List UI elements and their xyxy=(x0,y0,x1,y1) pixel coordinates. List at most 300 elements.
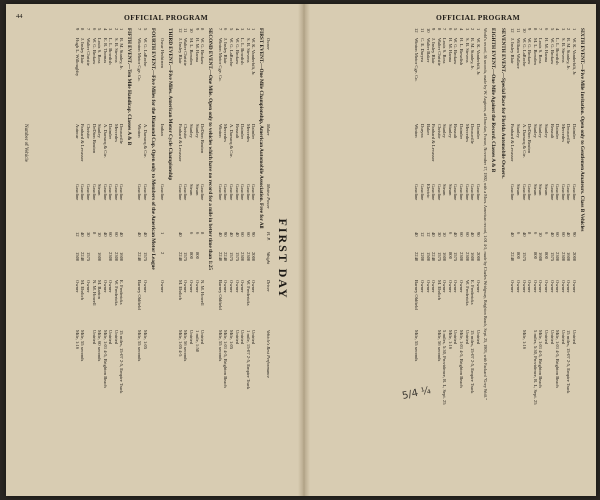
table-cell: Gasoline xyxy=(80,184,86,201)
table-cell: Owner xyxy=(425,280,431,293)
table-cell xyxy=(566,266,572,280)
table-cell: 8 xyxy=(436,28,442,31)
table-cell xyxy=(510,266,516,280)
table-cell: Daimler xyxy=(572,124,577,140)
table-cell: Mercedes xyxy=(464,124,470,142)
event-title: SECOND EVENT.—One Mile. Open only to vehicles which have no record for a mile in better time than 1:25 xyxy=(207,28,214,270)
table-cell: 7 xyxy=(217,28,223,31)
table-row xyxy=(234,28,240,490)
table-cell: Owner xyxy=(516,280,522,293)
table-cell: 40 xyxy=(510,232,516,237)
table-cell: Steam xyxy=(97,184,103,196)
table-cell: Walter Christie xyxy=(183,38,189,66)
table-cell: Gasoline xyxy=(240,184,246,201)
table-cell: Owner xyxy=(560,280,566,293)
table-cell: Mile, 1:01 4-5, Brighton Beach xyxy=(102,330,108,388)
table-cell: W. K. Vanderbilt, Jr. xyxy=(475,38,481,76)
table-cell: L. L. Bowdish xyxy=(240,38,246,65)
right-page-content xyxy=(318,28,586,490)
table-cell: Steam xyxy=(532,184,538,196)
table-cell: 30 xyxy=(436,232,442,237)
table-cell: Gasoline xyxy=(142,184,148,201)
table-cell: 800 xyxy=(532,252,538,259)
table-cell xyxy=(240,266,246,280)
table-row xyxy=(527,28,533,490)
table-cell xyxy=(102,252,108,266)
table-cell: M. L. Bowden xyxy=(189,38,195,65)
table-cell: 40 xyxy=(102,232,108,237)
table-cell: 2240 xyxy=(223,252,229,262)
table-cell: 9 xyxy=(527,28,533,31)
table-cell: 8 xyxy=(200,232,206,235)
table-cell: Mile, 1:05 xyxy=(229,330,235,350)
table-cell: 2 xyxy=(566,28,572,31)
table-cell: 1500 xyxy=(425,252,431,262)
table-row xyxy=(113,28,119,490)
table-cell: Gasoline xyxy=(74,184,80,201)
table-cell: Gasoline xyxy=(177,184,183,201)
table-cell: 6 xyxy=(447,28,453,31)
table-cell xyxy=(223,266,229,280)
table-cell: 1600 xyxy=(97,252,103,262)
table-cell: Owner xyxy=(234,280,240,293)
table-cell: Steam xyxy=(189,184,195,196)
table-cell: Gasoline xyxy=(521,184,527,201)
table-cell: 2 xyxy=(470,28,476,31)
table-cell: Gasoline xyxy=(453,184,459,201)
table-cell: H. M. Hanna xyxy=(447,38,453,62)
event-block xyxy=(177,28,213,490)
column-headers-left xyxy=(265,28,271,490)
table-cell: M. Ehrlich xyxy=(436,280,442,300)
table-cell: 8 xyxy=(80,28,86,31)
table-row xyxy=(251,28,257,490)
table-cell: 9 xyxy=(74,28,80,31)
table-cell: W. G. Brokaw xyxy=(527,38,533,65)
table-cell: 1 mile, 15-07 2-5, Empire Track xyxy=(245,330,251,390)
table-row xyxy=(470,28,476,490)
table-cell: Renault xyxy=(234,124,240,139)
table-cell: 800 xyxy=(447,252,453,259)
table-cell: Owner xyxy=(183,280,189,293)
table-cell: 2240 xyxy=(510,252,516,262)
table-cell: W. Fredericks xyxy=(113,280,119,306)
table-row xyxy=(442,28,448,490)
table-cell: Owner xyxy=(85,280,91,293)
table-cell: 8 xyxy=(200,28,206,31)
table-cell: Gasoline xyxy=(119,184,125,201)
table-row xyxy=(194,28,200,490)
table-cell xyxy=(177,266,183,280)
table-cell: 2 xyxy=(160,252,166,255)
table-cell: 11 xyxy=(419,28,425,33)
table-row xyxy=(436,28,442,490)
column-header: Weight xyxy=(266,252,271,265)
table-cell: 4 xyxy=(234,28,240,31)
table-cell: Barney Oldfield xyxy=(137,280,143,310)
table-cell xyxy=(160,28,166,38)
table-cell: Stanley xyxy=(447,124,453,138)
table-cell: A. Darracq & Cie. xyxy=(521,124,527,158)
table-cell xyxy=(431,266,437,280)
table-cell: Gasoline xyxy=(419,184,425,201)
table-cell: 40 xyxy=(566,232,572,237)
table-cell: 10 xyxy=(442,232,448,237)
table-cell: Gasoline xyxy=(527,184,533,201)
table-cell: Christie xyxy=(85,124,91,139)
table-cell: Winton Motor Cge. Co. xyxy=(217,38,223,82)
table-cell: Untried xyxy=(453,330,459,345)
table-cell: Owner xyxy=(223,280,229,293)
table-cell: 2300 xyxy=(108,252,114,262)
column-header: Driver xyxy=(266,280,271,292)
table-cell: M. Ehrlich xyxy=(177,280,183,300)
table-cell xyxy=(515,330,521,490)
table-cell: W. G. Brokaw xyxy=(549,38,555,65)
table-cell: 6 xyxy=(544,28,550,31)
table-cell: 7 xyxy=(538,28,544,31)
column-header: Vehicle's Best Performance xyxy=(266,330,271,379)
event-title: SEVENTH EVENT.—Special Race for Florida Automobile Owners. xyxy=(499,28,506,179)
table-row xyxy=(475,28,481,490)
table-cell: 1600 xyxy=(470,252,476,262)
table-cell xyxy=(97,266,103,280)
table-cell: 6 xyxy=(194,232,200,235)
table-cell: W. G. LaRoche xyxy=(521,38,527,67)
table-cell xyxy=(414,266,420,280)
table-cell: R. M. Stanley, Jr. xyxy=(119,38,125,70)
table-cell: 2300 xyxy=(113,252,119,262)
table-cell: 800 xyxy=(544,252,550,259)
table-cell: 2300 xyxy=(245,252,251,262)
table-cell xyxy=(183,266,189,280)
table-cell: Walter Christie xyxy=(85,38,91,66)
table-cell: 5 xyxy=(97,28,103,31)
table-cell: 2000 xyxy=(475,252,481,262)
table-cell: 40 xyxy=(177,232,183,237)
table-cell: Untried xyxy=(251,330,257,345)
table-cell: 1575 xyxy=(521,252,527,262)
table-cell: Gasoline xyxy=(223,184,229,201)
table-cell: 40 xyxy=(453,232,459,237)
table-row xyxy=(245,28,251,490)
table-cell: 5 xyxy=(229,28,235,31)
table-cell: Owner xyxy=(459,280,465,293)
table-cell: Owner xyxy=(102,280,108,293)
table-cell: Gasoline xyxy=(510,184,516,201)
table-cell: William Wallace xyxy=(516,38,522,69)
table-cell: 40 xyxy=(137,232,143,237)
table-cell: W. Fredericks xyxy=(245,280,251,306)
table-cell: 1575 xyxy=(85,252,91,262)
table-cell: Stanley xyxy=(189,124,195,138)
table-cell xyxy=(453,266,459,280)
table-cell: Daimler xyxy=(475,124,481,140)
table-row xyxy=(532,28,538,490)
table-cell: 12 xyxy=(74,232,80,237)
table-cell: 3 xyxy=(240,28,246,31)
table-cell: Walter Baker xyxy=(425,38,431,63)
table-cell: Barney Oldfield xyxy=(414,280,420,310)
table-cell: 90 xyxy=(251,232,257,237)
table-cell: 60 xyxy=(113,232,119,237)
table-cell: 10 xyxy=(97,232,103,237)
left-page-content xyxy=(20,28,290,490)
table-cell: A. Darracq & Cie. xyxy=(102,124,108,158)
table-cell: Mile, 56 seconds xyxy=(183,330,189,362)
table-cell: R. M. Stanley, Jr. xyxy=(470,38,476,70)
table-cell: Owner xyxy=(544,280,550,293)
table-cell: 2300 xyxy=(560,252,566,262)
table-cell: Gasoline xyxy=(464,184,470,201)
table-cell xyxy=(442,266,448,280)
table-cell: E. Fredericks xyxy=(119,280,125,305)
table-cell: Gasoline xyxy=(160,184,166,201)
table-cell: M. Ehrlich xyxy=(80,280,86,300)
table-cell: 1600 xyxy=(566,252,572,262)
table-cell: W. G. LaRoche xyxy=(229,38,235,67)
table-cell: 40 xyxy=(234,232,240,237)
table-cell: 90 xyxy=(572,232,577,237)
table-cell: 800 xyxy=(189,252,195,259)
table-cell: Owner xyxy=(74,280,80,293)
table-cell: 10 xyxy=(521,28,527,33)
table-cell: Stanley xyxy=(442,124,448,138)
table-cell: Stanley xyxy=(532,124,538,138)
table-cell: Winton xyxy=(217,124,223,138)
table-cell: Untried xyxy=(113,330,119,345)
table-cell: 40 xyxy=(549,232,555,237)
table-cell: 800 xyxy=(194,252,200,259)
table-row xyxy=(177,28,183,490)
table-cell: Owner xyxy=(572,280,577,293)
table-cell: Untried xyxy=(200,330,206,345)
event-block xyxy=(500,28,506,490)
table-row xyxy=(425,28,431,490)
column-header: H. P. xyxy=(266,232,271,241)
table-cell: 6 xyxy=(91,28,97,31)
left-events xyxy=(74,28,264,490)
table-cell: 6 xyxy=(532,232,538,235)
table-cell xyxy=(119,266,125,280)
table-cell: Winton Motor Cge. Co. xyxy=(137,38,143,82)
table-cell: Gasoline xyxy=(137,184,143,201)
table-cell: 10 xyxy=(189,28,195,33)
table-cell: Indian xyxy=(160,124,166,136)
table-cell: Untried xyxy=(544,330,550,345)
table-cell xyxy=(113,266,119,280)
table-cell: Gasoline xyxy=(229,184,235,201)
table-cell: Renault xyxy=(453,124,459,139)
table-row xyxy=(543,28,549,490)
book-gutter xyxy=(298,4,310,496)
right-events xyxy=(414,28,585,490)
table-cell: J. Insley Blair xyxy=(80,38,86,64)
table-cell: M. Barton xyxy=(97,280,103,299)
table-cell: 3 xyxy=(560,28,566,31)
margin-note: Number of Vehicle xyxy=(23,124,28,162)
table-cell: Gasoline xyxy=(572,184,577,201)
table-cell: 5 xyxy=(549,28,555,31)
table-cell: 5 miles, 5:30, Providence, R. I., Sept. 25 xyxy=(442,330,448,405)
table-cell: 6 xyxy=(447,232,453,235)
table-cell xyxy=(102,266,108,280)
table-cell: Steam xyxy=(194,184,200,196)
table-cell xyxy=(470,266,476,280)
table-cell xyxy=(549,266,555,280)
table-cell: 800 xyxy=(516,252,522,259)
page-number-left: 44 xyxy=(16,13,23,20)
table-cell: Mercedes xyxy=(560,124,566,142)
table-cell: N. M. Howell xyxy=(91,280,97,306)
event-note: World's record, 56 seconds, made by W. Augieres, at Dourdan, France, November 17, 1902, with a Mors. American record, 1:01 4-5, made by Charles Wridgway, Brighton Beach, Sept. 25, 1903, with Packard "Grey Wolf." xyxy=(482,28,488,400)
table-cell: Louis S. Ross xyxy=(97,38,103,64)
table-cell: Gasoline xyxy=(85,184,91,201)
table-cell xyxy=(560,266,566,280)
table-cell: 1 xyxy=(160,232,166,235)
table-cell: Untried xyxy=(560,330,566,345)
table-cell: Baker xyxy=(425,124,431,135)
table-cell: Winton Motor Cge. Co. xyxy=(414,38,420,82)
table-cell: Mile, 1:01 4-5, Brighton Beach xyxy=(223,330,229,388)
table-cell: 1 xyxy=(251,28,257,31)
table-cell: 12 xyxy=(510,28,516,33)
event-title: EIGHTH EVENT.—One Mile Against the Record. Classes A & B xyxy=(489,28,496,173)
column-header: Maker xyxy=(266,124,271,136)
table-row xyxy=(566,28,572,490)
table-cell: J. Insley Blair xyxy=(510,38,516,64)
table-cell: Daimler xyxy=(555,124,561,140)
table-cell: S. B. Stevens xyxy=(113,38,119,63)
table-cell: 60 xyxy=(560,232,566,237)
table-cell: Mile, 1:01 4-5, Brighton Beach xyxy=(555,330,561,388)
table-cell: Stanley xyxy=(194,124,200,138)
table-cell: W. Fredericks xyxy=(464,280,470,306)
table-cell: Mile, 55 seconds xyxy=(137,330,143,362)
table-cell: 90 xyxy=(475,232,481,237)
table-cell: 6 xyxy=(189,232,195,235)
table-cell: W. K. Vanderbilt, Jr. xyxy=(572,38,577,76)
table-cell xyxy=(200,252,206,266)
table-row xyxy=(142,28,148,490)
table-cell xyxy=(160,266,166,280)
table-cell: 1500 xyxy=(74,252,80,262)
table-cell: 60 xyxy=(240,232,246,237)
table-cell: 1 mile, 1:50 xyxy=(194,330,200,353)
table-row xyxy=(240,28,246,490)
table-cell xyxy=(91,266,97,280)
table-row xyxy=(447,28,453,490)
table-cell: W. K. Vanderbilt, Jr. xyxy=(251,38,257,76)
table-cell: 10 xyxy=(425,28,431,33)
table-row xyxy=(538,28,544,490)
table-cell: 4 xyxy=(102,28,108,31)
table-cell: 7 xyxy=(442,28,448,31)
table-cell: Untried xyxy=(91,330,97,345)
table-cell: Mile, 60 seconds xyxy=(97,330,103,362)
table-cell: Daimler xyxy=(459,124,465,140)
table-cell: 15 miles, 15-07 2-5, Empire Track xyxy=(119,330,125,394)
event-block xyxy=(160,28,174,490)
table-cell: 3 xyxy=(108,28,114,31)
table-cell: 2 xyxy=(245,28,251,31)
table-row xyxy=(223,28,229,490)
table-row xyxy=(217,28,223,490)
table-cell: 2000 xyxy=(251,252,257,262)
table-cell xyxy=(532,266,538,280)
table-cell: 2240 xyxy=(414,252,420,262)
table-cell: 2300 xyxy=(464,252,470,262)
table-cell: 1575 xyxy=(453,252,459,262)
table-cell xyxy=(527,330,533,490)
table-cell: Untried xyxy=(572,330,577,345)
table-row xyxy=(85,28,91,490)
table-cell: 5 xyxy=(142,28,148,31)
table-cell: Gasoline xyxy=(108,184,114,201)
table-row xyxy=(228,28,234,490)
table-cell: Owner xyxy=(229,280,235,293)
event-title: FIFTH EVENT.—Ten Mile Handicap. Classes A & B xyxy=(126,28,133,146)
table-cell: Owner xyxy=(453,280,459,293)
table-row xyxy=(515,28,521,490)
table-cell: Walter Christie xyxy=(436,38,442,66)
right-page-header: OFFICIAL PROGRAM xyxy=(436,13,521,22)
table-cell: 1575 xyxy=(142,252,148,262)
table-cell xyxy=(74,266,80,280)
table-cell: Gasoline xyxy=(102,184,108,201)
table-cell: Gasoline xyxy=(414,184,420,201)
table-cell: Mile, 1:16 xyxy=(447,330,453,350)
table-cell xyxy=(538,266,544,280)
table-cell: S. B. Stevens xyxy=(464,38,470,63)
table-cell: 15 miles, 15-07 2-5, Empire Track xyxy=(470,330,476,394)
table-cell: Owner xyxy=(142,280,148,293)
table-cell xyxy=(425,266,431,280)
event-title: FIRST EVENT.—One Mile Championship, American Automobile Association. Free for All xyxy=(258,28,265,229)
table-cell: 7 xyxy=(85,28,91,31)
table-cell: Owner xyxy=(189,280,195,293)
table-cell: Steam xyxy=(442,184,448,196)
table-row xyxy=(74,28,80,490)
table-cell: 4 xyxy=(459,28,465,31)
table-cell: Owner xyxy=(527,280,533,293)
table-cell: Decauville xyxy=(470,124,476,144)
table-cell: 6 xyxy=(223,28,229,31)
table-row xyxy=(97,28,103,490)
table-cell: Gasoline xyxy=(217,184,223,201)
table-cell: M. L. Bowden xyxy=(532,38,538,65)
table-cell: Owner xyxy=(419,280,425,293)
table-cell: Barney Oldfield xyxy=(217,280,223,310)
table-row xyxy=(183,28,189,490)
table-cell: 2300 xyxy=(555,252,561,262)
table-cell: Mile, 1:16 xyxy=(74,330,80,350)
table-cell: Hugh L. Willoughby xyxy=(74,38,80,77)
table-cell: Stanley xyxy=(97,124,103,138)
table-cell: Oscar Hedstrom xyxy=(160,38,166,68)
table-cell: Mile, 1:01 4-5, Brighton Beach xyxy=(459,330,465,388)
table-cell: Owner xyxy=(240,280,246,293)
table-cell xyxy=(527,266,533,280)
table-row xyxy=(464,28,470,490)
table-cell xyxy=(80,266,86,280)
table-cell xyxy=(245,266,251,280)
table-cell xyxy=(194,266,200,280)
table-cell: 11 xyxy=(183,28,189,33)
table-cell xyxy=(521,266,527,280)
table-cell: 8 xyxy=(532,28,538,31)
table-cell: DeDion Bouton xyxy=(527,124,533,154)
